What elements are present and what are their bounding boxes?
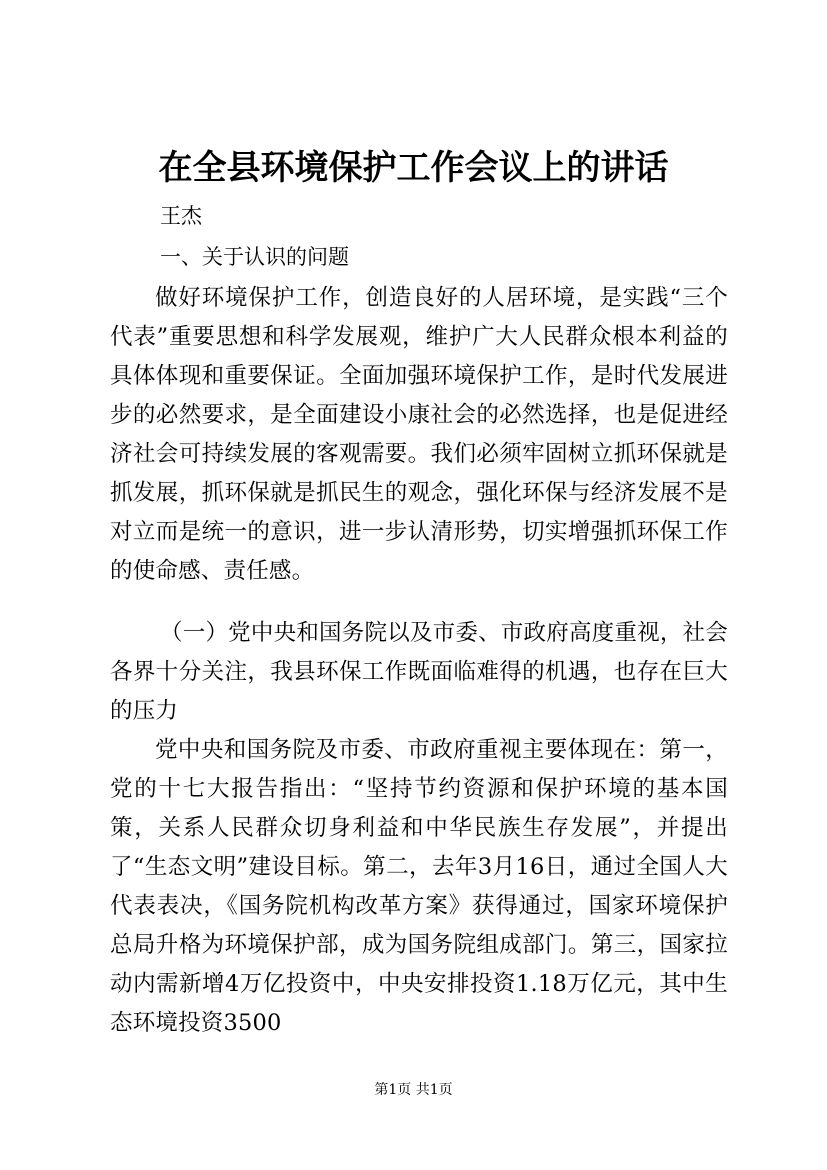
section-heading: 一、关于认识的问题 <box>160 245 349 269</box>
paragraph-1: 做好环境保护工作，创造良好的人居环境，是实践“三个代表”重要思想和科学发展观，维护广大人民群众根本利益的具体体现和重要保证。全面加强环境保护工作，是时代发展进步的必然要求，是全面建设小康社会的必然选择，也是促进经济社会可持续发展的客观需要。我们必须牢固树立抓环保就是抓发展，抓环保就是抓民生的观念，强化环保与经济发展不是对立而是统一的意识，进一步认清形势，切实增强抓环保工作的使命感、责任感。 <box>110 285 728 584</box>
paragraph-3: 党中央和国务院及市委、市政府重视主要体现在：第一，党的十七大报告指出：“坚持节约资源和保护环境的基本国策，关系人民群众切身利益和中华民族生存发展”，并提出了“生态文明”建设目标。第二，去年3月16日，通过全国人大代表表决，《国务院机构改革方案》获得通过，国家环境保护总局升格为环境保护部，成为国务院组成部门。第三，国家拉动内需新增4万亿投资中，中央安排投资1.18万亿元，其中生态环境投资3500 <box>110 737 728 1036</box>
author-name: 王杰 <box>160 204 202 228</box>
page-footer: 第1页 共1页 <box>374 1082 453 1098</box>
document-title: 在全县环境保护工作会议上的讲话 <box>158 148 669 188</box>
paragraph-2: （一）党中央和国务院以及市委、市政府高度重视，社会各界十分关注，我县环保工作既面临难得的机遇，也存在巨大的压力 <box>110 620 728 724</box>
